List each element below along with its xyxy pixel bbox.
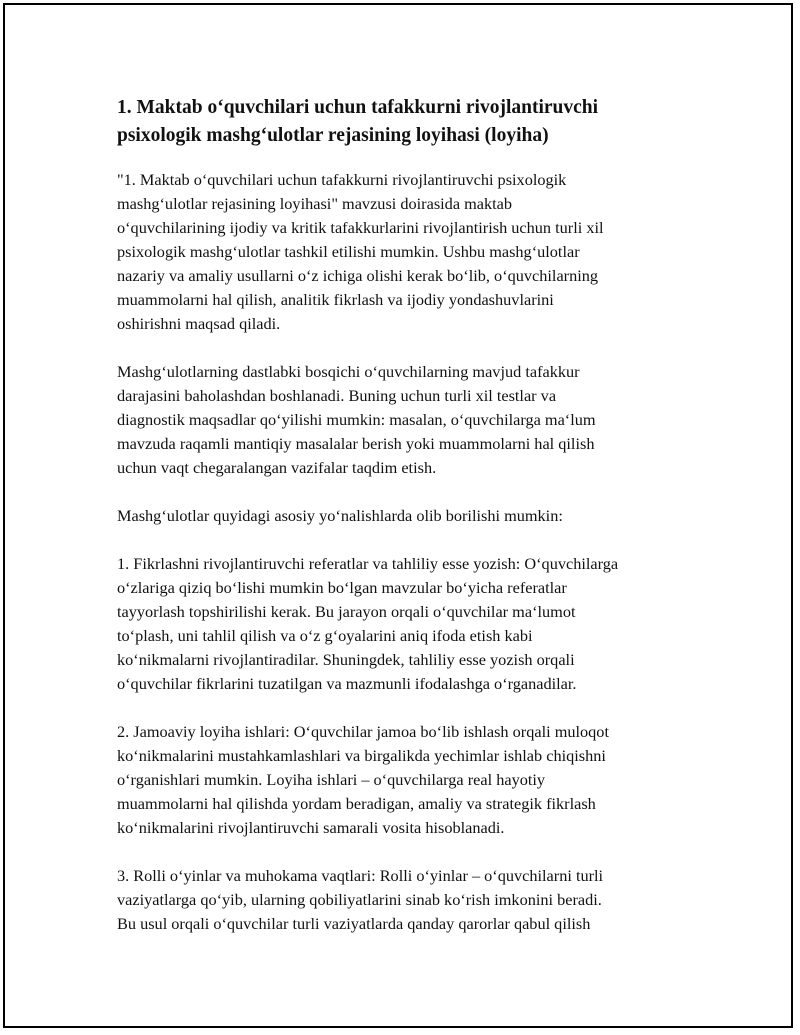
list-item-2-paragraph: 2. Jamoaviy loyiha ishlari: O‘quvchilar jamoa bo‘lib ishlash orqali muloqot ko‘nikmalarini mustahkamlashlari va birgalikda yechimlar ishlab chiqishni o‘rganishlari mumkin. Loyiha ishlari – o‘quvchilarga real hayotiy muammolarni hal qilishda yordam beradigan, amaliy va strategik fikrlash ko‘nikmalarini rivojlantiruvchi samarali vosita hisoblanadi. [117,722,609,837]
directions-paragraph: Mashg‘ulotlar quyidagi asosiy yo‘nalishlarda olib borilishi mumkin: [117,506,563,525]
list-item-3-paragraph: 3. Rolli o‘yinlar va muhokama vaqtlari: Rolli o‘yinlar – o‘quvchilarni turli vaziyatlarga qo‘yib, ularning qobiliyatlarini sinab ko‘rish imkonini beradi. Bu usul orqali o‘quvchilar turli vaziyatlarda qanday qarorlar qabul qilish [117,866,604,933]
document-title: 1. Maktab o‘quvchilari uchun tafakkurni rivojlantiruvchi psixologik mashg‘ulotlar rejasining loyihasi (loyiha) [117,97,599,146]
intro-paragraph: "1. Maktab o‘quvchilari uchun tafakkurni rivojlantiruvchi psixologik mashg‘ulotlar rejasining loyihasi" mavzusi doirasida maktab o‘quvchilarining ijodiy va kritik tafakkurlarini rivojlantirish uchun turli xil psixologik mashg‘ulotlar tashkil etilishi mumkin. Ushbu mashg‘ulotlar nazariy va amaliy usullarni o‘z ichiga olishi kerak bo‘lib, o‘quvchilarning muammolarni hal qilish, analitik fikrlash va ijodiy yondashuvlarini oshirishni maqsad qiladi. [117,170,604,333]
list-item-1-paragraph: 1. Fikrlashni rivojlantiruvchi referatlar va tahliliy esse yozish: O‘quvchilarga o‘zlariga qiziq bo‘lishi mumkin bo‘lgan mavzular bo‘yicha referatlar tayyorlash topshirilishi kerak. Bu jarayon orqali o‘quvchilar ma‘lumot to‘plash, uni tahlil qilish va o‘z g‘oyalarini aniq ifoda etish kabi ko‘nikmalarni rivojlantiradilar. Shuningdek, tahliliy esse yozish orqali o‘quvchilar fikrlarini tuzatilgan va mazmunli ifodalashga o‘rganadilar. [117,554,619,693]
document-body [117,94,687,960]
assessment-paragraph: Mashg‘ulotlarning dastlabki bosqichi o‘quvchilarning mavjud tafakkur darajasini baholashdan boshlanadi. Buning uchun turli xil testlar va diagnostik maqsadlar qo‘yilishi mumkin: masalan, o‘quvchilarga ma‘lum mavzuda raqamli mantiqiy masalalar berish yoki muammolarni hal qilish uchun vaqt chegaralangan vazifalar taqdim etish. [117,362,596,477]
